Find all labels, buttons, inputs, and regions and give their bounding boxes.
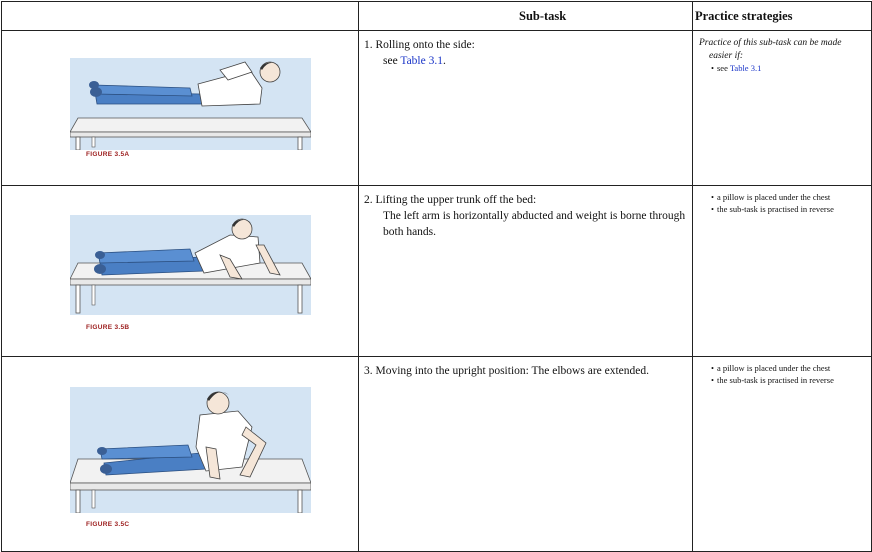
practice-cell [693,186,872,357]
figure-label: FIGURE 3.5B [86,324,130,331]
list-item: • the sub-task is practised in reverse [717,375,867,387]
table-row [2,31,872,186]
practice-cell [693,31,872,186]
subtask-cell [359,31,693,186]
subtask-see-line [364,53,686,69]
list-item [717,63,867,75]
figure-illustration-lifting [70,215,311,315]
figure-cell [2,31,359,186]
subtask-cell [359,357,693,552]
subtask-period: . [443,55,446,67]
practice-lead [699,37,867,63]
practice-lead-line2: easier if: [709,51,744,61]
practice-cell [693,357,872,552]
header-practice: Practice strategies [693,2,872,31]
table-row [2,186,872,357]
figure-label: FIGURE 3.5A [86,151,130,158]
practice-table [1,1,872,552]
header-row [2,2,872,31]
practice-list [699,363,867,386]
table-row [2,357,872,552]
list-item: • a pillow is placed under the chest [717,363,867,375]
subtask-body: The left arm is horizontally abducted and weight is borne through both hands. [383,210,686,238]
practice-lead-line1: Practice of this sub-task can be made [699,38,842,48]
subtask-see-text: see [383,55,401,67]
table-3-1-link[interactable]: Table 3.1 [729,63,762,73]
figure-illustration-upright [70,387,311,513]
figure-illustration-rolling [70,58,311,150]
subtask-title: 2. Lifting the upper trunk off the bed: [364,194,537,206]
figure-cell [2,186,359,357]
list-item: • a pillow is placed under the chest [717,192,867,204]
practice-list [699,192,867,215]
subtask-cell [359,186,693,357]
header-figure [2,2,359,31]
practice-bullet-text: see [717,63,730,73]
figure-cell [2,357,359,552]
table-3-1-link[interactable]: Table 3.1 [400,55,443,67]
figure-label: FIGURE 3.5C [86,521,130,528]
subtask-title: 3. Moving into the upright position: The elbows are extended. [364,365,650,377]
header-subtask: Sub-task [359,2,693,31]
list-item: • the sub-task is practised in reverse [717,204,867,216]
practice-list [699,63,867,75]
subtask-title: 1. Rolling onto the side: [364,39,475,51]
